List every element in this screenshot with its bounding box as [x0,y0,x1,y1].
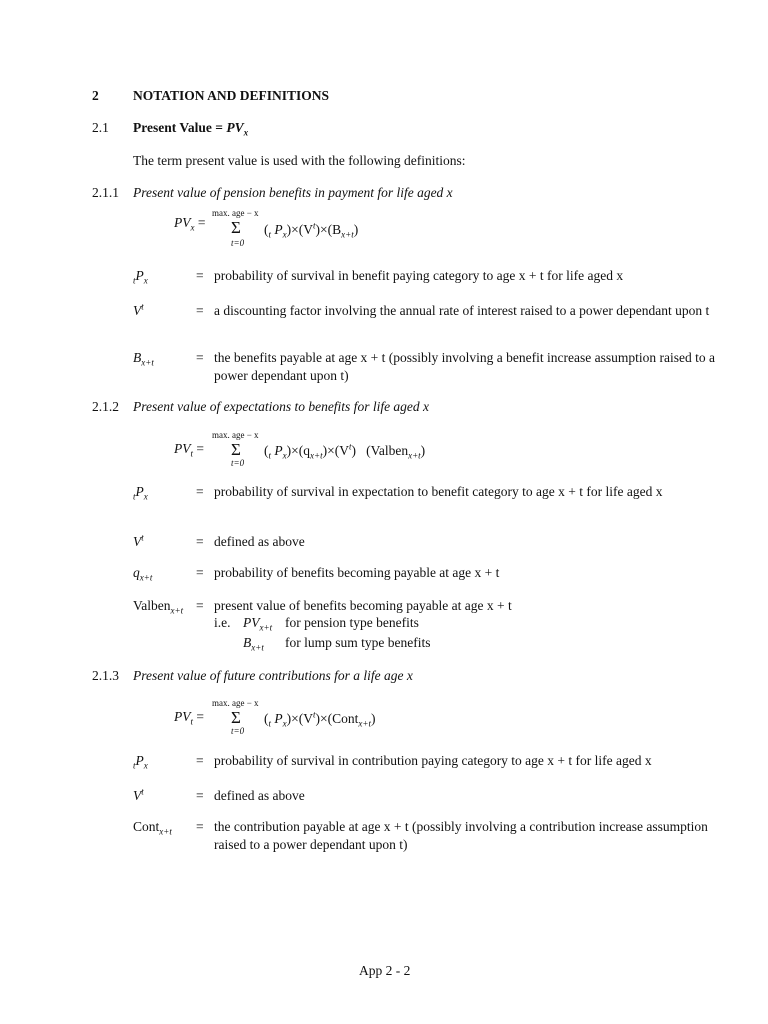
s213-formula: $PV_t$ = [174,709,205,727]
s212-formula-terms: ($_t$ $P_x)\times(q_{x+t})\times(V^t)$ (Valben$_{x+t}$) [264,441,426,461]
s212-heading: Present value of expectations to benefits for life aged x [133,399,430,414]
s211-def2: = a discounting factor involving the annual rate of interest raised to a power dependant upon t [196,303,710,318]
s212-def2: = defined as above [196,534,305,549]
s211-def1-symbol: $_tP_x$ [133,268,148,286]
s213-sigma: Σ [231,708,241,727]
s211-formula-terms: ($_t$ $P_x)\times(V^t)\times(B_{x+t})$ [264,220,359,240]
s212-sum-lower: t=0 [231,458,245,468]
s212-def1: = probability of survival in expectation to benefit category to age x + t for life aged x [196,484,663,499]
s211-sigma: Σ [231,218,241,237]
ie-row2-symbol: $B_{x+t}$ [243,635,264,653]
s211-def2-symbol: $V^t$ [133,301,144,318]
ie-row2-text: for lump sum type benefits [285,635,431,650]
s212-number: 2.1.2 [92,399,119,414]
s213-def3-symbol: Cont$_{x+t}$ [133,819,172,837]
s212-def1-symbol: $_tP_x$ [133,484,148,502]
s213-formula-terms: ($_t$ $P_x)\times(V^t)\times(Cont_{x+t})$ [264,709,376,729]
s212-def3-symbol: $q_{x+t}$ [133,565,153,583]
s212-sigma: Σ [231,440,241,459]
s212-def2-symbol: $V^t$ [133,532,144,549]
s213-sum-lower: t=0 [231,726,245,736]
s213-def2: = defined as above [196,788,305,803]
section-number: 2 [92,88,99,103]
s212-sum-upper: max. age − x [212,430,259,440]
s213-heading: Present value of future contributions for a life age x [133,668,413,683]
s211-number: 2.1.1 [92,185,119,200]
ie-row1-text: for pension type benefits [285,615,419,630]
s213-sum-upper: max. age − x [212,698,259,708]
s211-def3: = the benefits payable at age x + t (possibly involving a benefit increase assumption raised to a power dependant upon t) [196,350,715,383]
s212-def4: = present value of benefits becoming payable at age x + t [196,598,512,613]
s212-def3: = probability of benefits becoming payable at age x + t [196,565,500,580]
s213-def2-symbol: $V^t$ [133,786,144,803]
s211-sum-upper: max. age − x [212,208,259,218]
s211-def1: = probability of survival in benefit paying category to age x + t for life aged x [196,268,624,283]
s212-formula: $PV_t$ = [174,441,205,459]
s211-sum-lower: t=0 [231,238,245,248]
s211-formula: $PV_x$ = [174,215,206,233]
page-footer: App 2 - 2 [359,963,411,978]
subsection-title: Present Value = $PV_x$ [133,120,249,138]
s211-def3-symbol: $B_{x+t}$ [133,350,154,368]
intro-text: The term present value is used with the following definitions: [133,153,466,168]
s213-def1-symbol: $_tP_x$ [133,753,148,771]
ie-row1-symbol: $PV_{x+t}$ [243,615,273,633]
s213-def1: = probability of survival in contribution paying category to age x + t for life aged x [196,753,652,768]
s212-def4-symbol: Valben$_{x+t}$ [133,598,184,616]
subsection-number: 2.1 [92,120,109,135]
s213-number: 2.1.3 [92,668,119,683]
s211-heading: Present value of pension benefits in payment for life aged x [133,185,453,200]
ie-label: i.e. [214,615,231,630]
section-title: NOTATION AND DEFINITIONS [133,88,330,103]
s213-def3: = the contribution payable at age x + t (possibly involving a contribution increase assumption raised to a power dependant upon t) [196,819,708,852]
